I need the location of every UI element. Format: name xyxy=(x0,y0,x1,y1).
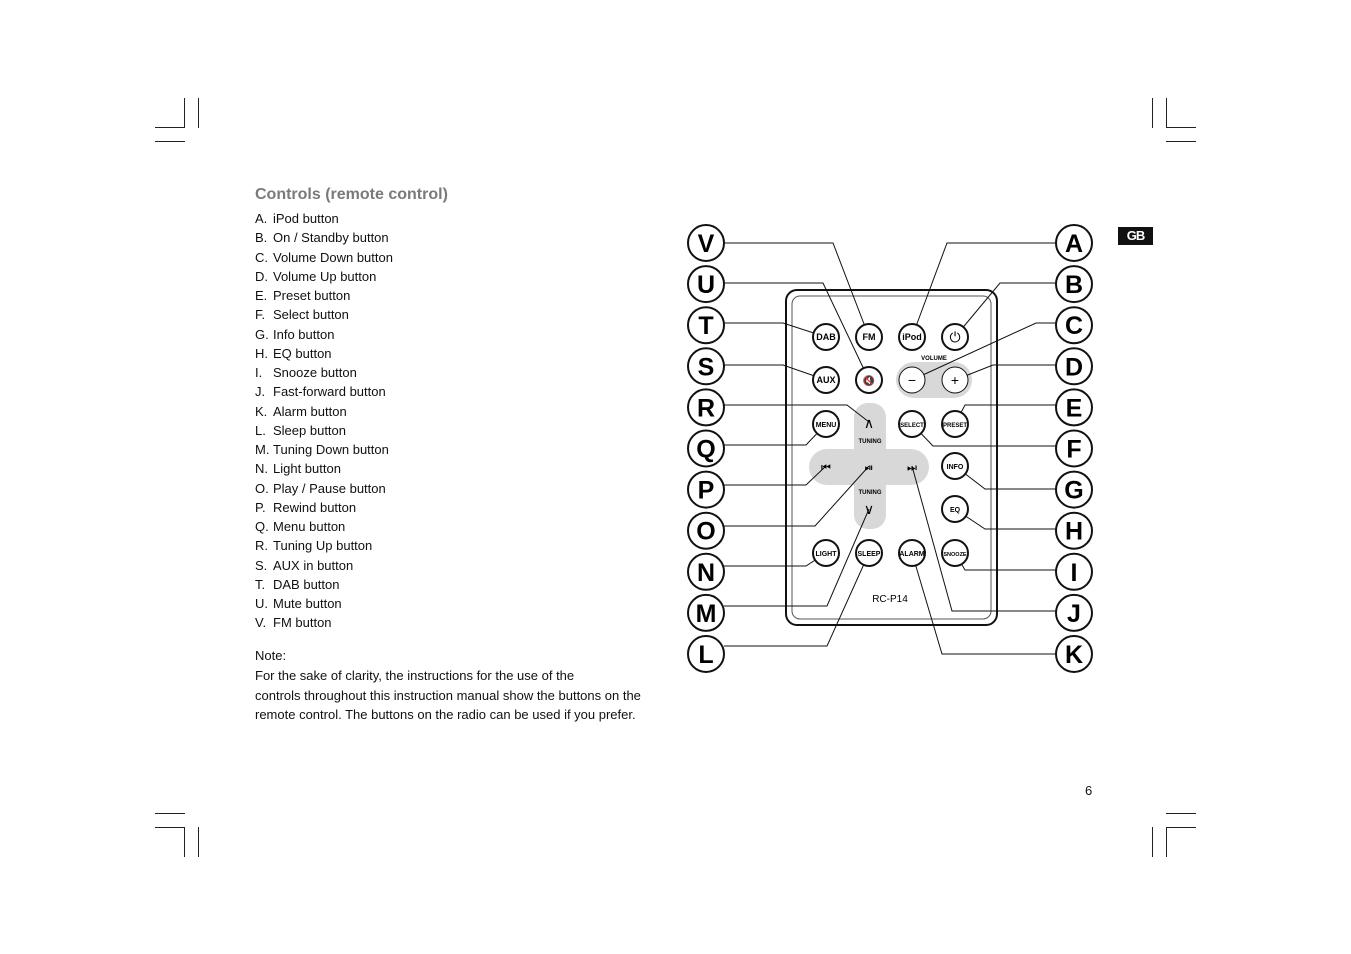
control-label: Info button xyxy=(273,326,335,342)
callout-letter: R xyxy=(696,394,716,423)
control-letter: G. xyxy=(255,326,269,342)
light-button-label: LIGHT xyxy=(815,551,837,558)
callout-letter: M xyxy=(695,599,717,628)
rewind-icon: ⏮ xyxy=(821,462,831,474)
control-label: Tuning Up button xyxy=(273,538,373,554)
control-letter: C. xyxy=(255,249,268,265)
play-pause-icon: ⏯ xyxy=(864,462,874,474)
control-label: Mute button xyxy=(273,596,342,611)
control-letter: S. xyxy=(255,557,268,573)
control-label: Preset button xyxy=(273,288,351,303)
menu-button-label: MENU xyxy=(815,422,837,429)
select-button-label: SELECT xyxy=(900,423,924,429)
control-letter: B. xyxy=(255,230,268,246)
control-letter: H. xyxy=(255,345,268,361)
control-label: iPod button xyxy=(273,211,339,226)
callout-letter: E xyxy=(1065,394,1083,423)
mute-icon: 🔇 xyxy=(862,376,876,387)
control-letter: P. xyxy=(255,499,266,515)
plus-icon: + xyxy=(950,372,960,388)
chevron-down-icon: ∨ xyxy=(863,501,875,517)
callout-letter: V xyxy=(697,230,715,258)
callout-letter: U xyxy=(696,271,716,300)
callout-letter: O xyxy=(696,517,716,546)
callout-letter: H xyxy=(1064,517,1084,546)
control-label: Snooze button xyxy=(273,365,357,380)
note-line: remote control. The buttons on the radio can be used if you prefer. xyxy=(255,707,636,722)
ipod-button-label: iPod xyxy=(902,332,922,342)
left-callouts xyxy=(688,225,724,672)
callout-letter: D xyxy=(1064,353,1084,382)
callout-letter: F xyxy=(1066,435,1082,464)
note-line: For the sake of clarity, the instructions for the use of the xyxy=(255,668,575,683)
control-letter: J. xyxy=(255,384,266,400)
control-letter: E. xyxy=(255,288,268,303)
control-letter: L. xyxy=(255,422,266,438)
page-number: 6 xyxy=(1085,783,1093,798)
section-heading: Controls (remote control) xyxy=(255,186,448,203)
control-label: Play / Pause button xyxy=(273,480,386,496)
control-label: On / Standby button xyxy=(273,230,389,246)
callout-letter: B xyxy=(1064,271,1084,300)
control-letter: R. xyxy=(255,538,268,554)
control-label: Fast-forward button xyxy=(273,384,386,400)
control-letter: U. xyxy=(255,596,268,611)
control-letter: V. xyxy=(255,615,267,631)
tuning-up-label: TUNING xyxy=(858,439,882,445)
aux-button-label: AUX xyxy=(816,375,836,385)
control-label: Select button xyxy=(273,307,349,323)
note-line: controls throughout this instruction manual show the buttons on the xyxy=(255,687,641,703)
control-label: Sleep button xyxy=(273,422,347,438)
callout-letter: N xyxy=(696,558,716,587)
tuning-down-label: TUNING xyxy=(858,490,882,496)
sleep-button-label: SLEEP xyxy=(857,551,881,558)
power-icon: ⏻ xyxy=(949,329,961,345)
fast-forward-icon: ⏭ xyxy=(907,462,917,474)
snooze-button-label: SNOOZE xyxy=(943,552,967,558)
control-label: Volume Up button xyxy=(273,268,377,284)
note-title: Note: xyxy=(255,648,287,663)
minus-icon: − xyxy=(907,372,917,388)
control-letter: D. xyxy=(255,268,268,284)
callout-letter: G xyxy=(1064,476,1084,505)
control-label: Alarm button xyxy=(273,403,347,419)
control-letter: M. xyxy=(255,442,270,457)
alarm-button-label: ALARM xyxy=(899,551,925,558)
control-label: Menu button xyxy=(273,519,346,534)
eq-button-label: EQ xyxy=(949,507,961,514)
callout-letter: Q xyxy=(696,435,716,464)
callout-letter: C xyxy=(1064,312,1084,341)
control-letter: N. xyxy=(255,461,268,477)
language-badge: GB xyxy=(1118,227,1153,245)
callout-letter: S xyxy=(697,353,715,382)
fm-button-label: FM xyxy=(862,332,876,342)
control-label: Rewind button xyxy=(273,499,357,515)
control-label: DAB button xyxy=(273,576,340,592)
preset-button-label: PRESET xyxy=(942,423,968,429)
control-letter: F. xyxy=(255,307,266,323)
control-label: AUX in button xyxy=(273,557,354,573)
callout-letter: K xyxy=(1064,641,1084,669)
control-label: FM button xyxy=(273,615,332,631)
control-letter: A. xyxy=(255,211,268,226)
volume-label: VOLUME xyxy=(921,356,947,362)
control-letter: T. xyxy=(255,576,266,592)
callout-letter: T xyxy=(698,312,714,341)
control-letter: Q. xyxy=(255,519,269,534)
callout-letter: A xyxy=(1064,230,1084,258)
control-label: EQ button xyxy=(273,345,332,361)
info-button-label: INFO xyxy=(946,464,964,471)
callout-letter: P xyxy=(697,476,715,505)
control-letter: I. xyxy=(255,365,263,380)
control-letter: K. xyxy=(255,403,268,419)
model-label: RC-P14 xyxy=(872,594,908,605)
callout-letter: L xyxy=(698,641,714,669)
dab-button-label: DAB xyxy=(816,332,836,342)
control-letter: O. xyxy=(255,480,269,496)
control-label: Light button xyxy=(273,461,341,477)
callout-letter: I xyxy=(1070,558,1078,587)
control-label: Tuning Down button xyxy=(273,442,389,457)
right-callouts xyxy=(1056,225,1092,672)
chevron-up-icon: ∧ xyxy=(863,415,875,431)
callout-letter: J xyxy=(1067,599,1081,628)
control-label: Volume Down button xyxy=(273,249,393,265)
